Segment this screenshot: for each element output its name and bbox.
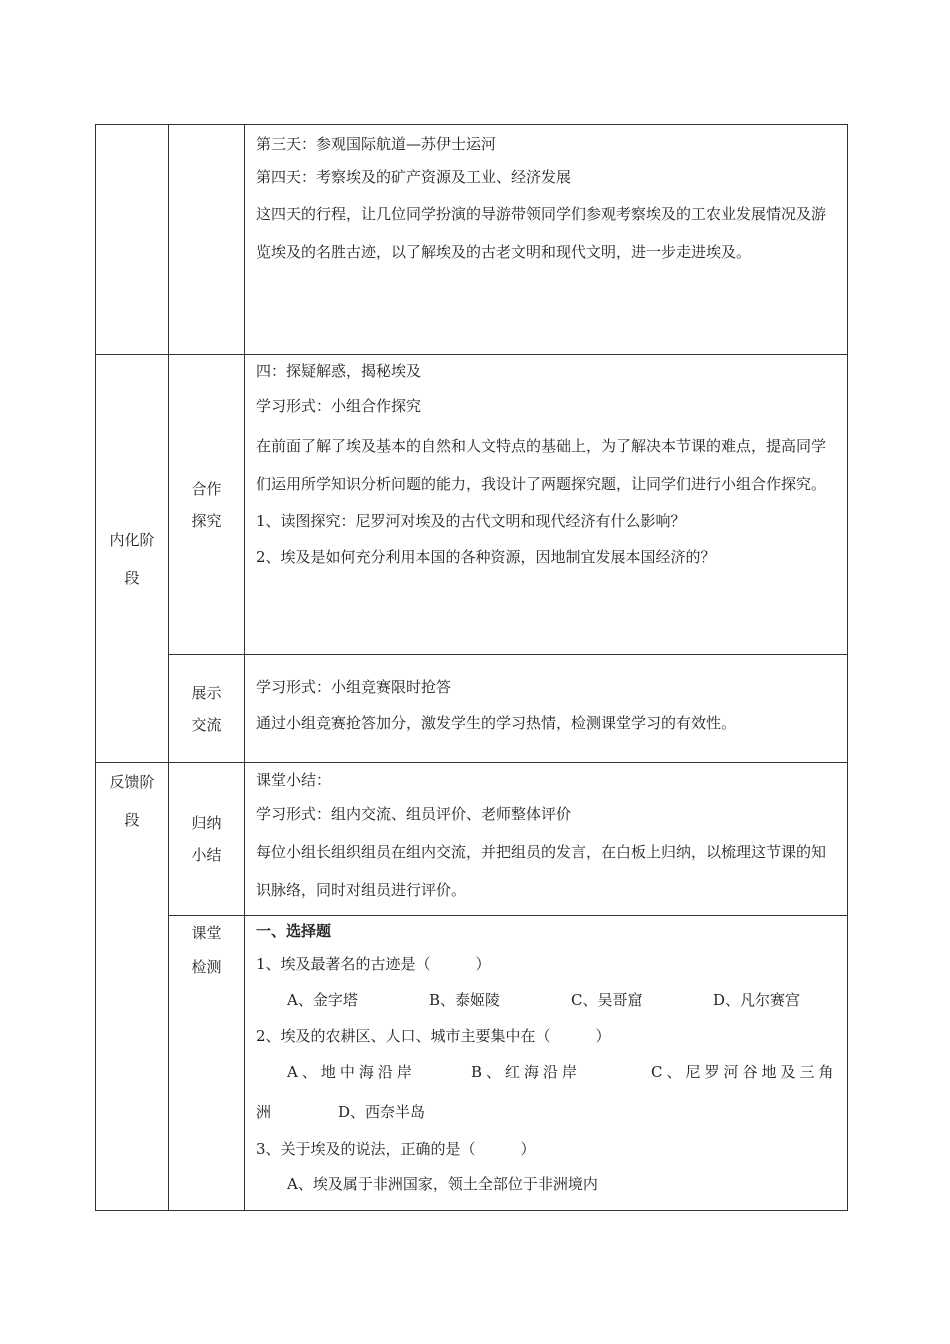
quiz-option-cont: 洲 — [256, 1103, 272, 1121]
quiz-option: A、埃及属于非洲国家，领土全部位于非洲境内 — [287, 1175, 598, 1193]
activity-cell-explore — [169, 355, 245, 655]
quiz-option: B、泰姬陵 — [429, 991, 501, 1009]
quiz-option: C、吴哥窟 — [571, 991, 643, 1009]
activity-label: 课堂检测 — [191, 924, 222, 976]
table-row — [96, 916, 848, 1211]
day3-line: 第三天：参观国际航道—苏伊士运河 — [256, 135, 497, 153]
stage-label: 内化阶段 — [109, 530, 155, 587]
activity-cell-show — [169, 655, 245, 763]
content-cell — [245, 916, 848, 1211]
activity-cell-summary — [169, 763, 245, 916]
content-cell — [245, 763, 848, 916]
quiz-option: B、红海沿岸 — [471, 1063, 582, 1081]
lesson-plan-table — [95, 124, 848, 1211]
explore-paragraph: 在前面了解了埃及基本的自然和人文特点的基础上，为了解决本节课的难点，提高同学们运用所学知识分析问题的能力，我设计了两题探究题，让同学们进行小组合作探究。 — [256, 437, 827, 493]
quiz-options-2-cont — [256, 1090, 839, 1134]
stage-cell-internalize — [96, 355, 169, 763]
content-cell — [245, 125, 848, 355]
table-row — [96, 763, 848, 916]
question-1: 1、读图探究：尼罗河对埃及的古代文明和现代经济有什么影响？ — [256, 512, 686, 530]
summary-paragraph: 每位小组长组织组员在组内交流，并把组员的发言，在白板上归纳，以梳理这节课的知识脉络，同时对组员进行评价。 — [256, 843, 827, 899]
table-row — [96, 655, 848, 763]
quiz-heading: 一、选择题 — [256, 922, 332, 940]
activity-cell-test — [169, 916, 245, 1211]
activity-label: 合作探究 — [191, 479, 222, 530]
question-2: 2、埃及是如何充分利用本国的各种资源，因地制宜发展本国经济的？ — [256, 548, 716, 566]
day4-line: 第四天：考察埃及的矿产资源及工业、经济发展 — [256, 168, 572, 186]
learning-form: 学习形式：小组合作探究 — [256, 397, 422, 415]
activity-cell — [169, 125, 245, 355]
stage-cell — [96, 125, 169, 355]
table-row — [96, 125, 848, 355]
show-paragraph: 通过小组竞赛抢答加分，激发学生的学习热情，检测课堂学习的有效性。 — [256, 714, 737, 732]
quiz-option: D、西奈半岛 — [338, 1103, 426, 1121]
learning-form: 学习形式：小组竞赛限时抢答 — [256, 678, 452, 696]
quiz-option: A、地中海沿岸 — [287, 1063, 416, 1081]
stage-cell-feedback — [96, 763, 169, 1211]
itinerary-paragraph: 这四天的行程，让几位同学扮演的导游带领同学们参观考察埃及的工农业发展情况及游览埃及的名胜古迹，以了解埃及的古老文明和现代文明，进一步走进埃及。 — [256, 205, 827, 261]
quiz-question-3: 3、关于埃及的说法，正确的是（ ） — [256, 1140, 536, 1158]
summary-title: 课堂小结： — [256, 771, 332, 789]
quiz-question-1: 1、埃及最著名的古迹是（ ） — [256, 955, 491, 973]
learning-form: 学习形式：组内交流、组员评价、老师整体评价 — [256, 805, 572, 823]
table-row — [96, 355, 848, 655]
section-title: 四：探疑解惑，揭秘埃及 — [256, 362, 422, 380]
activity-label: 展示交流 — [191, 683, 222, 734]
quiz-options-1 — [256, 982, 839, 1018]
content-cell — [245, 355, 848, 655]
content-cell — [245, 655, 848, 763]
activity-label: 归纳小结 — [191, 814, 222, 864]
quiz-option: D、凡尔赛宫 — [713, 991, 801, 1009]
quiz-question-2: 2、埃及的农耕区、人口、城市主要集中在（ ） — [256, 1027, 611, 1045]
stage-label: 反馈阶段 — [109, 773, 155, 829]
quiz-options-2 — [256, 1054, 839, 1090]
quiz-option: A、金字塔 — [287, 991, 358, 1009]
quiz-option: C、尼罗河谷地及三角 — [651, 1063, 838, 1081]
